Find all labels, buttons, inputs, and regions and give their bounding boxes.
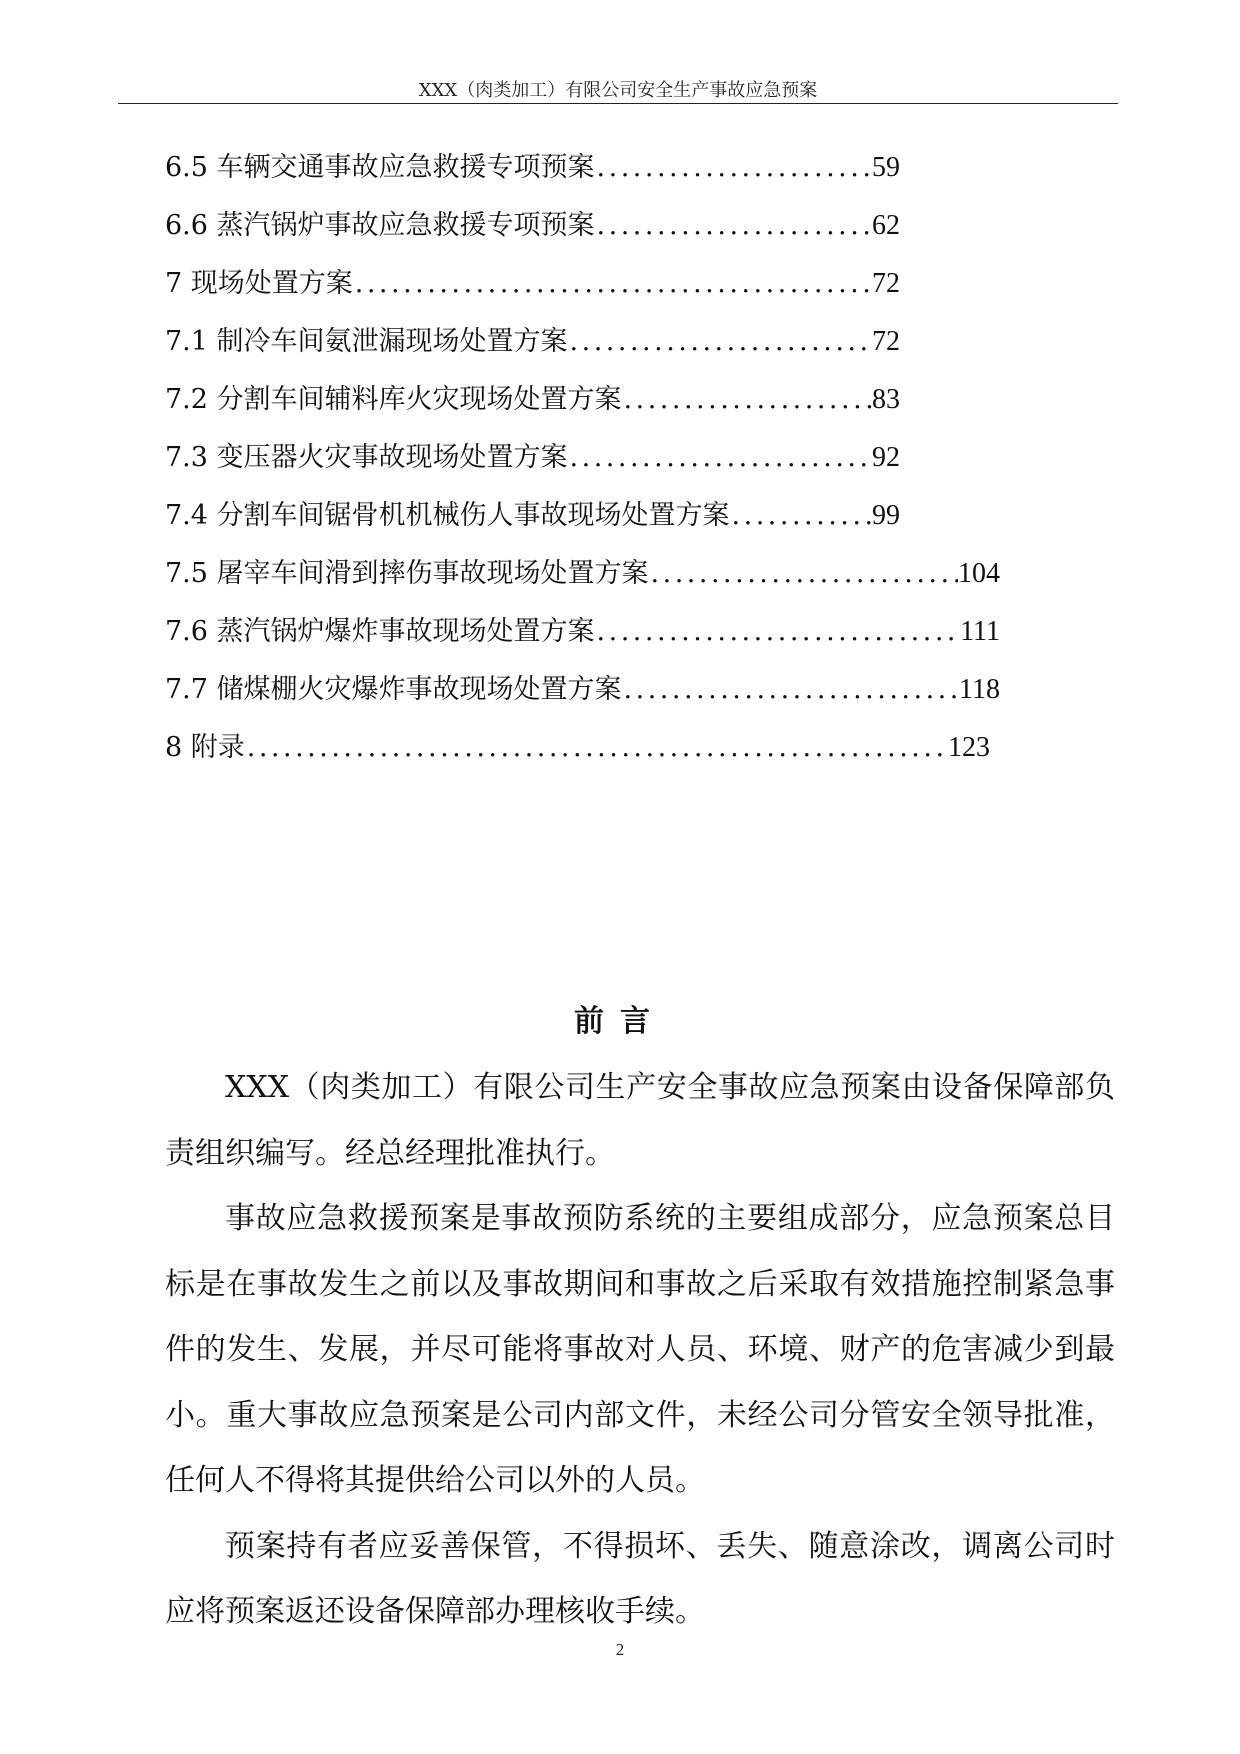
preface-title: 前言 — [574, 1004, 666, 1039]
toc-dot-leader — [595, 610, 961, 654]
toc-entry[interactable] — [165, 726, 990, 770]
toc-entry-label: 7.3 变压器火灾事故现场处置方案 — [165, 442, 568, 473]
toc-dot-leader — [622, 378, 872, 422]
toc-dot-leader — [245, 726, 948, 770]
running-header: XXX（肉类加工）有限公司安全生产事故应急预案 — [418, 80, 818, 101]
toc-entry-page: 123 — [948, 732, 990, 763]
toc-entry-label: 7.6 蒸汽锅炉爆炸事故现场处置方案 — [165, 616, 595, 647]
toc-entry-page: 72 — [872, 268, 900, 299]
toc-entry-page: 111 — [960, 616, 1000, 647]
preface-paragraph: 预案持有者应妥善保管，不得损坏、丢失、随意涂改，调离公司时应将预案返还设备保障部办理核收手续。 — [165, 1528, 1115, 1629]
toc-entry-label: 7.4 分割车间锯骨机机械伤人事故现场处置方案 — [165, 500, 730, 531]
toc-entry[interactable] — [165, 668, 1000, 712]
preface-paragraph: XXX（肉类加工）有限公司生产安全事故应急预案由设备保障部负责组织编写。经总经理批准执行。 — [165, 1070, 1115, 1171]
toc-dot-leader — [595, 146, 872, 190]
toc-entry-label: 8 附录 — [165, 732, 245, 763]
preface-body — [165, 1055, 1115, 1645]
toc-entry[interactable] — [165, 378, 900, 422]
toc-entry-page: 72 — [872, 326, 900, 357]
toc-dot-leader — [622, 668, 960, 712]
toc-entry-page: 104 — [958, 558, 1000, 589]
toc-entry-label: 7.5 屠宰车间滑到摔伤事故现场处置方案 — [165, 558, 649, 589]
toc-entry-label: 6.6 蒸汽锅炉事故应急救援专项预案 — [165, 210, 595, 241]
toc-entry-page: 118 — [959, 674, 1000, 705]
preface-paragraph: 事故应急救援预案是事故预防系统的主要组成部分，应急预案总目标是在事故发生之前以及事故期间和事故之后采取有效措施控制紧急事件的发生、发展，并尽可能将事故对人员、环境、财产的危害减少到最小。重大事故应急预案是公司内部文件，未经公司分管安全领导批准，任何人不得将其提供给公司以外的人员。 — [165, 1201, 1115, 1498]
toc-entry[interactable] — [165, 262, 900, 306]
toc-entry[interactable] — [165, 146, 900, 190]
toc-entry[interactable] — [165, 494, 900, 538]
toc-entry-label: 7.2 分割车间辅料库火灾现场处置方案 — [165, 384, 622, 415]
toc-dot-leader — [353, 262, 872, 306]
toc-dot-leader — [730, 494, 872, 538]
toc-dot-leader — [568, 320, 872, 364]
toc-entry-page: 83 — [872, 384, 900, 415]
toc-dot-leader — [568, 436, 872, 480]
toc-entry[interactable] — [165, 552, 1000, 596]
toc-entry-label: 7 现场处置方案 — [165, 268, 353, 299]
toc-entry-page: 99 — [872, 500, 900, 531]
page-number: 2 — [615, 1640, 625, 1659]
toc-entry-label: 7.1 制冷车间氨泄漏现场处置方案 — [165, 326, 568, 357]
toc-entry-label: 6.5 车辆交通事故应急救援专项预案 — [165, 152, 595, 183]
header-divider — [118, 103, 1118, 104]
toc-entry-page: 62 — [872, 210, 900, 241]
toc-entry[interactable] — [165, 610, 1000, 654]
toc-entry-label: 7.7 储煤棚火灾爆炸事故现场处置方案 — [165, 674, 622, 705]
toc-entry[interactable] — [165, 320, 900, 364]
toc-entry[interactable] — [165, 204, 900, 248]
toc-dot-leader — [649, 552, 958, 596]
toc-entry-page: 92 — [872, 442, 900, 473]
toc-entry-page: 59 — [872, 152, 900, 183]
toc-entry[interactable] — [165, 436, 900, 480]
toc-dot-leader — [595, 204, 872, 248]
